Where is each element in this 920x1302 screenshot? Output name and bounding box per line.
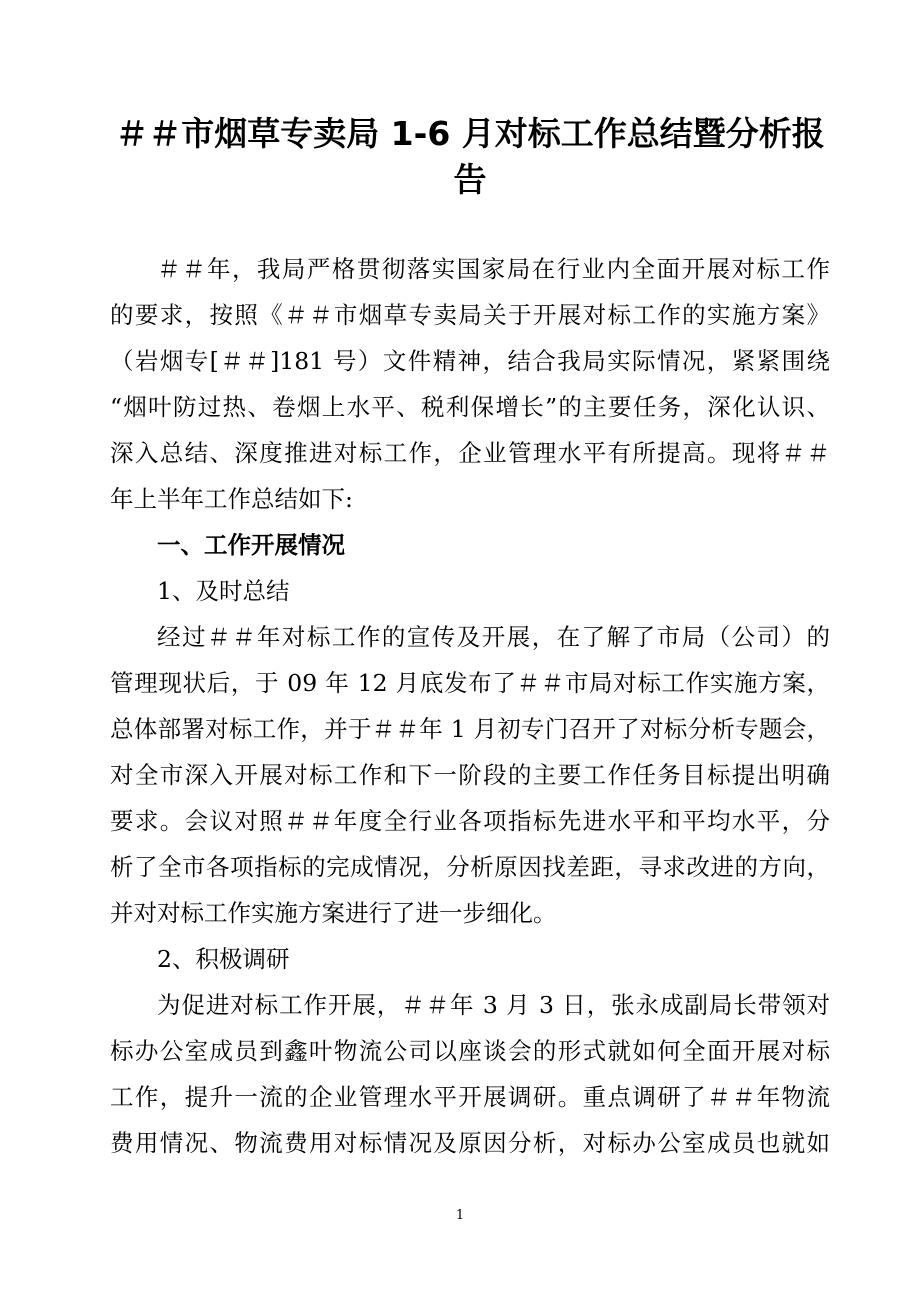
paragraph-line: 对全市深入开展对标工作和下一阶段的主要工作任务目标提出明确 — [110, 761, 830, 789]
paragraph-line: 为促进对标工作开展，＃＃年 3 月 3 日，张永成副局长带领对 — [157, 991, 830, 1019]
paragraph-line: 并对对标工作实施方案进行了进一步细化。 — [110, 899, 557, 927]
subsection-heading — [110, 568, 830, 614]
paragraph-line: 要求。会议对照＃＃年度全行业各项指标先进水平和平均水平，分 — [110, 807, 830, 835]
paragraph-line: 析了全市各项指标的完成情况，分析原因找差距，寻求改进的方向， — [110, 853, 830, 881]
paragraph-line: 总体部署对标工作，并于＃＃年 1 月初专门召开了对标分析专题会， — [110, 715, 830, 743]
title-line: ＃＃市烟草专卖局 1-6 月对标工作总结暨分析报 — [115, 114, 825, 153]
title-line: 告 — [453, 160, 487, 199]
paragraph-line: “烟叶防过热、卷烟上水平、税利保增长”的主要任务，深化认识、 — [110, 393, 830, 421]
paragraph-line: （岩烟专[＃＃]181 号）文件精神，结合我局实际情况，紧紧围绕 — [110, 347, 830, 375]
document-title — [100, 111, 840, 203]
paragraph-line: 的要求，按照《＃＃市烟草专卖局关于开展对标工作的实施方案》 — [110, 301, 830, 329]
page-number: 1 — [455, 1208, 465, 1223]
paragraph-line: 工作，提升一流的企业管理水平开展调研。重点调研了＃＃年物流 — [110, 1083, 830, 1111]
subsection-heading-text: 1、及时总结 — [157, 577, 290, 605]
paragraph-line: 管理现状后，于 09 年 12 月底发布了＃＃市局对标工作实施方案， — [110, 669, 830, 697]
paragraph-line: 年上半年工作总结如下: — [110, 485, 353, 513]
subsection-heading — [110, 936, 830, 982]
paragraph-line: 深入总结、深度推进对标工作，企业管理水平有所提高。现将＃＃ — [110, 439, 830, 467]
subsection-heading-text: 2、积极调研 — [157, 945, 290, 973]
paragraph-line: ＃＃年，我局严格贯彻落实国家局在行业内全面开展对标工作 — [157, 255, 830, 283]
paragraph-line: 经过＃＃年对标工作的宣传及开展，在了解了市局（公司）的 — [157, 623, 830, 651]
paragraph-line: 标办公室成员到鑫叶物流公司以座谈会的形式就如何全面开展对标 — [110, 1037, 830, 1065]
intro-paragraph — [110, 246, 830, 522]
subsection-paragraph — [110, 982, 830, 1166]
subsection-paragraph — [110, 614, 830, 936]
section-heading — [110, 522, 830, 568]
paragraph-line: 费用情况、物流费用对标情况及原因分析，对标办公室成员也就如 — [110, 1129, 830, 1157]
section-heading-text: 一、工作开展情况 — [157, 531, 345, 559]
